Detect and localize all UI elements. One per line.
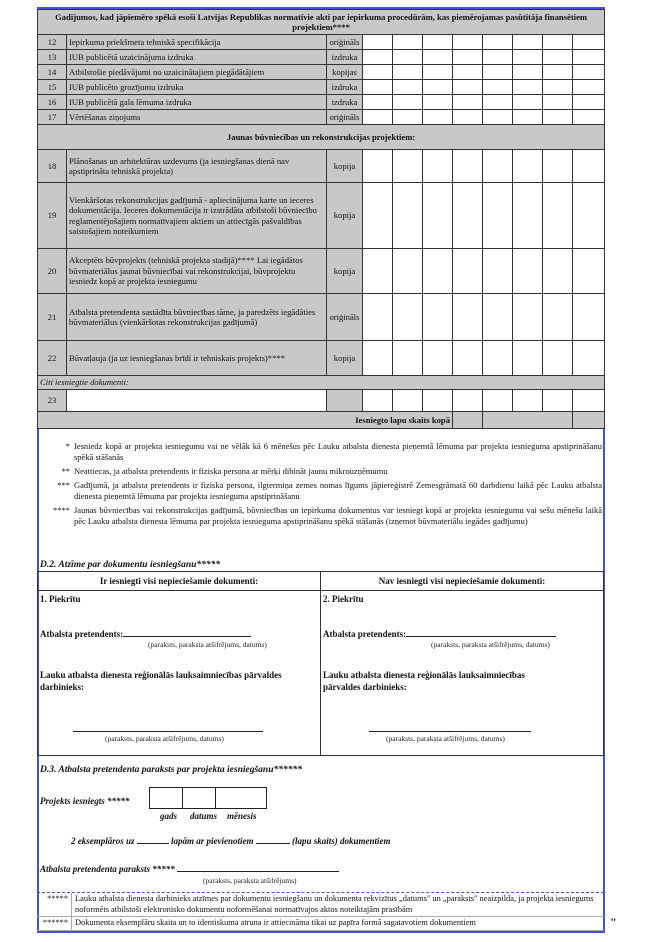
d2-right-officer-label: Lauku atbalsta dienesta reģionālās lauksaimniecības pārvaldes darbinieks: [323,670,525,692]
row-doc-type: oriģināls [327,35,363,50]
grid-cell[interactable] [573,150,605,183]
grid-cell[interactable] [453,35,483,50]
copies-text-2: lapām ar pievienotiem [171,836,254,846]
grid-cell[interactable] [573,183,605,249]
table-row [38,294,605,341]
grid-cell[interactable] [483,110,513,125]
row-number: 12 [38,35,67,50]
table-row [38,110,605,125]
d2-right-officer-caption: (paraksts, paraksta atšifrējums, datums) [386,734,505,743]
row-doc-type: kopija [327,183,363,249]
grid-cell[interactable] [573,65,605,80]
d2-left-applicant-signature[interactable] [123,627,251,637]
submission-date-boxes [149,787,267,809]
d3-submitted-label: Projekts iesniegts ***** [40,796,130,806]
row-number: 17 [38,110,67,125]
footnote-text: Dokumenta eksemplāru skaita un to identiskuma atruna ir attiecināma tikai uz papīra formā sagatavotiem dokumentiem [72,917,605,931]
d2-right-option: 2. Piekrītu [323,594,364,604]
d2-right-officer-signature[interactable] [369,731,531,732]
grid-cell[interactable] [393,341,423,376]
row-doc-type: oriģināls [327,110,363,125]
grid-cell[interactable] [573,341,605,376]
table-row [38,341,605,376]
grid-cell[interactable] [573,35,605,50]
table-row [38,80,605,95]
grid-cell[interactable] [453,249,483,294]
table-row [38,150,605,183]
grid-cell[interactable] [513,65,543,80]
d2-left-option: 1. Piekrītu [40,594,81,604]
d2-left-applicant-label: Atbalsta pretendents: [40,629,124,639]
grid-cell[interactable] [543,390,573,412]
grid-cell[interactable] [393,249,423,294]
grid-cell[interactable] [363,110,393,125]
grid-cell[interactable] [513,50,543,65]
section-other-title: Citi iesniegtie dokumenti: [38,376,605,390]
grid-cell[interactable] [393,390,423,412]
grid-cell[interactable] [453,183,483,249]
grid-cell[interactable] [393,294,423,341]
section-header-construction [38,125,605,150]
d2-left-officer-signature[interactable] [73,731,263,732]
grid-cell[interactable] [423,150,453,183]
grid-cell[interactable] [573,80,605,95]
grid-cell[interactable] [393,80,423,95]
grid-cell[interactable] [483,65,513,80]
copies-text-1: 2 eksemplāros uz [71,836,135,846]
row-description: Vienkāršotas rekonstrukcijas gadījumā - apliecinājuma karte un ieceres dokumentācija. Ieceres dokumentācija ir izstrādāta atbilstoši būvniecību reglamentējošajiem normatīvajiem aktiem un attiecīgās pašvaldības saistošajiem noteikumiem [67,183,327,249]
pages-count-field[interactable] [137,835,169,844]
grid-cell[interactable] [423,65,453,80]
grid-cell[interactable] [573,110,605,125]
row-description: Vērtēšanas ziņojums [67,110,327,125]
grid-cell[interactable] [423,294,453,341]
row-doc-type: kopija [327,341,363,376]
table-row [38,65,605,80]
section-procurement-title: Gadījumos, kad jāpiemēro spēkā esoši Latvijas Republikas normatīvie akti par iepirkuma procedūrām, kas piemērojamas pasūtītāja finansētiem projektiem**** [38,10,605,35]
grid-cell[interactable] [423,390,453,412]
d2-left-caption: (paraksts, paraksta atšifrējums, datums) [148,640,267,649]
closing-quote: " [610,915,617,929]
d2-table [37,571,604,756]
row-doc-type: izdruka [327,80,363,95]
row-number: 19 [38,183,67,249]
documents-table [37,9,605,429]
grid-cell[interactable] [543,50,573,65]
grid-cell[interactable] [483,50,513,65]
section-header-procurement [38,10,605,35]
grid-cell[interactable] [573,294,605,341]
grid-cell[interactable] [423,183,453,249]
attached-pages-field[interactable] [256,835,290,844]
note-item [40,441,602,463]
d2-left-header: Ir iesniegti visi nepieciešamie dokumenti: [38,572,321,591]
row-doc-type [327,390,363,412]
grid-cell[interactable] [423,249,453,294]
grid-cell[interactable] [543,341,573,376]
grid-cell[interactable] [513,341,543,376]
footnote-text: Lauku atbalsta dienesta darbinieks atzīmes par dokumentu iesniegšanu un dokumenta rekvizītus „datums" un „paraksts" neaizpilda, ja projekta iesniegums noformēts atbilstoši elektronisko dokumentu noformēšanai normatīvajos aktos noteiktajām prasībām [72,893,605,917]
row-number: 20 [38,249,67,294]
row-description: Atbalsta pretendenta sastādīta būvniecības tāme, ja paredzēts iegādāties būvmateriālus (vienkāršotas rekonstrukcijas gadījumā) [67,294,327,341]
grid-cell[interactable] [423,341,453,376]
grid-cell[interactable] [543,294,573,341]
applicant-signature-field[interactable] [177,862,339,872]
year-label: gads [160,811,178,821]
row-number: 16 [38,95,67,110]
total-pages-label: Iesniegto lapu skaits kopā [38,412,453,429]
table-row [38,390,605,412]
grid-cell[interactable] [453,294,483,341]
grid-cell[interactable] [483,390,513,412]
grid-cell[interactable] [543,183,573,249]
grid-cell[interactable] [423,110,453,125]
d2-right-applicant-label: Atbalsta pretendents: [323,629,407,639]
d2-left-panel [38,591,321,756]
grid-cell[interactable] [513,294,543,341]
grid-cell[interactable] [483,249,513,294]
grid-cell[interactable] [483,294,513,341]
grid-cell[interactable] [483,341,513,376]
d2-right-applicant-signature[interactable] [406,627,556,637]
d2-right-header: Nav iesniegti visi nepieciešamie dokumenti: [321,572,604,591]
grid-cell[interactable] [363,95,393,110]
row-number: 14 [38,65,67,80]
applicant-signature-label: Atbalsta pretendenta paraksts ***** [40,864,175,874]
footnote-item [37,893,604,917]
table-row [38,95,605,110]
grid-cell[interactable] [543,80,573,95]
grid-cell[interactable] [423,80,453,95]
note-marker: **** [53,505,70,515]
table-row [38,50,605,65]
row-description: IUB publicēto grozījumu izdruka [67,80,327,95]
total-cell[interactable] [483,412,573,429]
row-description: Atbilstošie piedāvājumi no uzaicinātajiem piegādātājiem [67,65,327,80]
row-description: Akceptēts būvprojekts (tehniskā projekta stadijā)**** Lai iegādātos būvmateriālus jaunai būvniecībai vai rekonstrukcijai, būvprojektu iesniedz kopā ar projekta iesniegumu [67,249,327,294]
grid-cell[interactable] [453,150,483,183]
grid-cell[interactable] [483,35,513,50]
grid-cell[interactable] [363,65,393,80]
grid-cell[interactable] [393,110,423,125]
footnote-item [37,917,604,931]
row-number: 22 [38,341,67,376]
grid-cell[interactable] [393,183,423,249]
day-label: datums [190,811,218,821]
month-label: mēnesis [227,811,257,821]
d2-right-caption: (paraksts, paraksta atšifrējums, datums) [431,640,550,649]
row-number: 18 [38,150,67,183]
grid-cell[interactable] [363,249,393,294]
grid-cell[interactable] [453,50,483,65]
note-marker: *** [57,480,70,490]
grid-cell[interactable] [513,95,543,110]
grid-cell[interactable] [363,80,393,95]
row-doc-type: kopija [327,150,363,183]
row-number: 13 [38,50,67,65]
applicant-signature-line [40,862,339,874]
grid-cell[interactable] [513,110,543,125]
table-row [38,183,605,249]
grid-cell[interactable] [423,35,453,50]
grid-cell[interactable] [513,183,543,249]
row-description: IUB publicētā uzaicinājuma izdruka [67,50,327,65]
grid-cell[interactable] [363,35,393,50]
row-doc-type: izdruka [327,95,363,110]
row-number: 21 [38,294,67,341]
row-description: IUB publicētā gala lēmuma izdruka [67,95,327,110]
year-box[interactable] [149,787,183,809]
grid-cell[interactable] [393,150,423,183]
day-box[interactable] [183,787,216,809]
footnote-marker: ****** [37,917,72,931]
section-construction-title: Jaunas būvniecības un rekonstrukcijas projektiem: [38,125,605,150]
row-number: 15 [38,80,67,95]
grid-cell[interactable] [393,50,423,65]
month-box[interactable] [216,787,267,809]
grid-cell[interactable] [423,95,453,110]
grid-cell[interactable] [453,110,483,125]
note-text: Iesniedz kopā ar projekta iesniegumu vai ne vēlāk kā 6 mēnešus pēc Lauku atbalsta dienesta pieņemtā lēmuma par projekta iesnieguma apstiprināšanu spēkā stāšanās [74,441,602,462]
grid-cell[interactable] [483,80,513,95]
note-marker: * [65,441,70,451]
d2-title: D.2. Atzīme par dokumentu iesniegšanu***** [40,560,221,570]
other-doc-input[interactable] [67,390,327,412]
grid-cell[interactable] [363,50,393,65]
table-notes [40,441,602,530]
row-description: Būvatļauja (ja uz iesniegšanas brīdi ir tehniskais projekts)**** [67,341,327,376]
grid-cell[interactable] [453,390,483,412]
grid-cell[interactable] [453,95,483,110]
grid-cell[interactable] [423,50,453,65]
grid-cell[interactable] [573,95,605,110]
row-doc-type: izdruka [327,50,363,65]
grid-cell[interactable] [393,35,423,50]
note-item [40,466,602,477]
copies-text-3: (lapu skaits) dokumentiem [292,836,391,846]
note-text: Gadījumā, ja atbalsta pretendents ir fiziska persona, ilgtermiņa zemes nomas līgums jāpiereģistrē Zemesgrāmatā 60 darbdienu laikā pēc Lauku atbalsta dienesta pieņemtā lēmuma par projekta iesnieguma apstiprināšanu [74,480,602,501]
row-doc-type: oriģināls [327,294,363,341]
d2-left-officer-label: Lauku atbalsta dienesta reģionālās lauksaimniecības pārvaldes darbinieks: [40,670,282,692]
grid-cell[interactable] [513,390,543,412]
copies-line [71,835,391,846]
total-cell[interactable] [573,412,605,429]
grid-cell[interactable] [363,183,393,249]
table-row [38,249,605,294]
grid-cell[interactable] [363,390,393,412]
grid-cell[interactable] [363,341,393,376]
total-cell[interactable] [453,412,483,429]
footnote-marker: ***** [37,893,72,917]
table-row [38,35,605,50]
section-header-other [38,376,605,390]
grid-cell[interactable] [483,95,513,110]
row-number: 23 [38,390,67,412]
note-item [40,480,602,502]
grid-cell[interactable] [453,80,483,95]
grid-cell[interactable] [483,183,513,249]
grid-cell[interactable] [513,80,543,95]
note-item [40,505,602,527]
grid-cell[interactable] [573,390,605,412]
d2-left-officer-caption: (paraksts, paraksta atšifrējums, datums) [105,734,224,743]
grid-cell[interactable] [513,150,543,183]
grid-cell[interactable] [513,35,543,50]
row-doc-type: kopijas [327,65,363,80]
note-text: Neattiecas, ja atbalsta pretendents ir fiziska persona ar mērķi dibināt jaunu mikrouzņēmumu [74,466,388,476]
row-description: Iepirkuma priekšmeta tehniskā specifikācija [67,35,327,50]
note-marker: ** [61,466,70,476]
d3-title: D.3. Atbalsta pretendenta paraksts par projekta iesniegšanu****** [40,765,302,775]
row-doc-type: kopija [327,249,363,294]
grid-cell[interactable] [543,95,573,110]
applicant-signature-caption: (paraksts, paraksta atšifrējums) [203,876,297,885]
row-description: Plānošanas un arhitektūras uzdevums (ja iesniegšanas dienā nav apstiprināta tehniskā projekta) [67,150,327,183]
grid-cell[interactable] [513,249,543,294]
grid-cell[interactable] [543,249,573,294]
grid-cell[interactable] [483,150,513,183]
grid-cell[interactable] [453,341,483,376]
grid-cell[interactable] [363,150,393,183]
grid-cell[interactable] [363,294,393,341]
d2-right-panel [321,591,604,756]
grid-cell[interactable] [573,50,605,65]
grid-cell[interactable] [543,150,573,183]
total-pages-row [38,412,605,429]
grid-cell[interactable] [393,65,423,80]
grid-cell[interactable] [543,65,573,80]
grid-cell[interactable] [393,95,423,110]
grid-cell[interactable] [543,110,573,125]
note-text: Jaunas būvniecības vai rekonstrukcijas gadījumā, būvniecības un iepirkuma dokumentus var iesniegt kopā ar projekta iesniegumu vai sešu mēnešu laikā pēc Lauku atbalsta dienesta lēmuma par projekta iesnieguma apstiprināšanu spēkā stāšanās (izņemot būvmateriālu iegādes gadījumu) [74,505,602,526]
grid-cell[interactable] [543,35,573,50]
footnotes [37,892,604,931]
grid-cell[interactable] [573,249,605,294]
grid-cell[interactable] [453,65,483,80]
